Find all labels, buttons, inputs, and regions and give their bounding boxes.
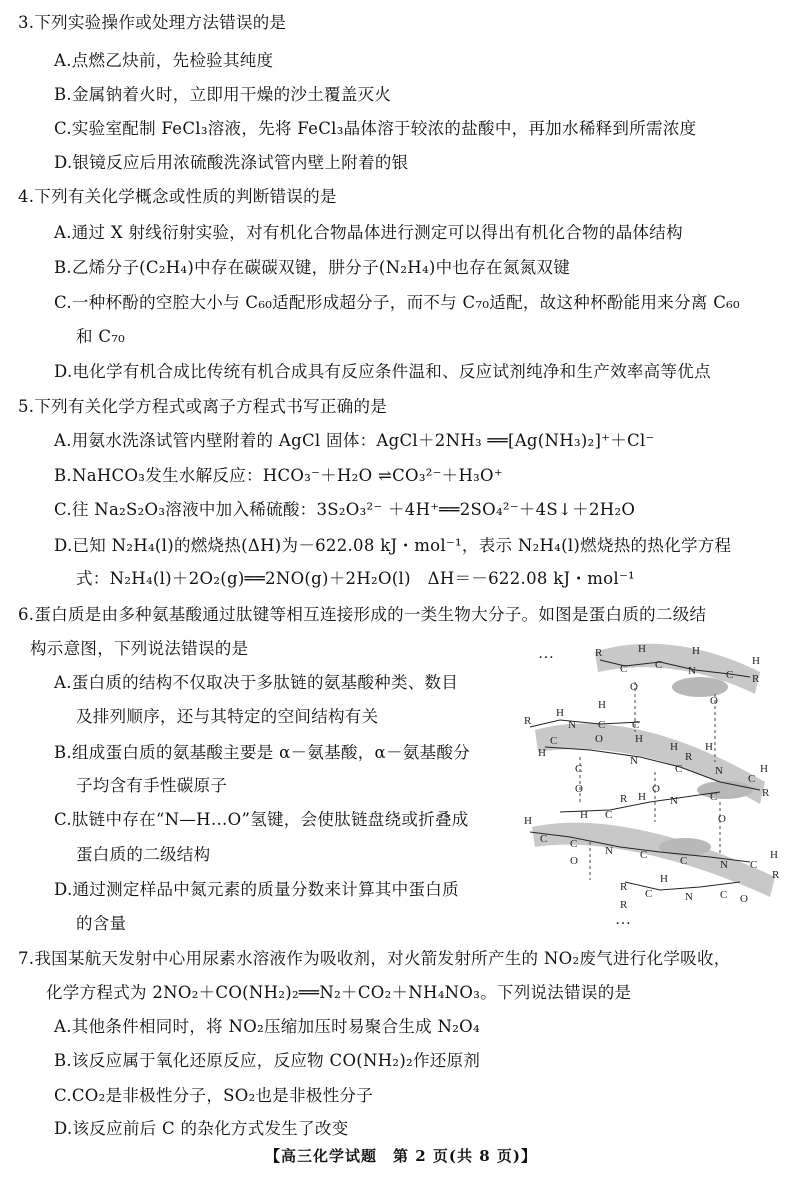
- q5-option-c: C.往 Na₂S₂O₃溶液中加入稀硫酸：3S₂O₃²⁻ ＋4H⁺══2SO₄²⁻＋4S↓＋2H₂O: [54, 500, 636, 519]
- svg-text:N: N: [605, 845, 613, 857]
- protein-helix-figure: [520, 632, 790, 932]
- svg-text:R: R: [524, 715, 532, 727]
- q5-option-d-cont: 式：N₂H₄(l)＋2O₂(g)══2NO(g)＋2H₂O(l) ΔH＝－622.08 kJ・mol⁻¹: [76, 569, 635, 588]
- svg-text:H: H: [670, 741, 678, 753]
- svg-text:R: R: [620, 793, 628, 805]
- q7-option-b: B.该反应属于氧化还原反应，反应物 CO(NH₂)₂作还原剂: [54, 1051, 481, 1070]
- svg-text:N: N: [630, 755, 638, 767]
- q7-stem: 7.我国某航天发射中心用尿素水溶液作为吸收剂，对火箭发射所产生的 NO₂废气进行化学吸收，: [18, 949, 731, 968]
- svg-text:H: H: [598, 699, 606, 711]
- svg-text:H: H: [635, 733, 643, 745]
- q6-option-c: C.肽链中存在“N—H…O”氢键，会使肽链盘绕或折叠成: [54, 810, 469, 829]
- q4-option-c-cont: 和 C₇₀: [76, 327, 126, 346]
- svg-text:H: H: [538, 747, 546, 759]
- svg-text:N: N: [720, 859, 728, 871]
- q3-option-b: B.金属钠着火时，立即用干燥的沙土覆盖灭火: [54, 85, 392, 104]
- svg-text:R: R: [685, 751, 693, 763]
- svg-text:O: O: [570, 855, 578, 867]
- q6-option-d-cont: 的含量: [76, 914, 127, 933]
- svg-text:R: R: [620, 899, 628, 911]
- q3-stem: 3.下列实验操作或处理方法错误的是: [18, 13, 287, 32]
- svg-text:C: C: [540, 833, 548, 845]
- q4-option-c: C.一种杯酚的空腔大小与 C₆₀适配形成超分子，而不与 C₇₀适配，故这种杯酚能用来分离 C₆₀: [54, 293, 740, 312]
- svg-text:H: H: [556, 707, 564, 719]
- svg-text:N: N: [670, 795, 678, 807]
- svg-text:C: C: [675, 763, 683, 775]
- q3-option-c: C.实验室配制 FeCl₃溶液，先将 FeCl₃晶体溶于较浓的盐酸中，再加水稀释到所需浓度: [54, 119, 697, 138]
- q5-option-a: A.用氨水洗涤试管内壁附着的 AgCl 固体：AgCl＋2NH₃ ══[Ag(NH₃)₂]⁺＋Cl⁻: [54, 431, 655, 450]
- q6-option-d: D.通过测定样品中氮元素的质量分数来计算其中蛋白质: [54, 880, 459, 899]
- svg-text:O: O: [630, 681, 638, 693]
- svg-text:C: C: [570, 838, 578, 850]
- ribbon-shade-1: [672, 677, 728, 697]
- q6-stem: 6.蛋白质是由多种氨基酸通过肽键等相互连接形成的一类生物大分子。如图是蛋白质的二级结: [18, 605, 707, 624]
- svg-text:H: H: [660, 873, 668, 885]
- q6-option-a: A.蛋白质的结构不仅取决于多肽链的氨基酸种类、数目: [54, 673, 459, 692]
- svg-text:C: C: [640, 849, 648, 861]
- q3-option-d: D.银镜反应后用浓硫酸洗涤试管内壁上附着的银: [54, 153, 409, 172]
- svg-text:H: H: [752, 655, 760, 667]
- svg-text:H: H: [638, 643, 646, 655]
- svg-text:O: O: [740, 893, 748, 905]
- svg-text:C: C: [645, 888, 653, 900]
- svg-text:N: N: [715, 765, 723, 777]
- svg-text:O: O: [710, 695, 718, 707]
- svg-text:H: H: [760, 763, 768, 775]
- svg-text:C: C: [575, 763, 583, 775]
- q5-option-b: B.NaHCO₃发生水解反应：HCO₃⁻＋H₂O ⇌CO₃²⁻＋H₃O⁺: [54, 466, 503, 485]
- q7-option-c: C.CO₂是非极性分子，SO₂也是非极性分子: [54, 1086, 374, 1105]
- page-footer: 【高三化学试题 第 2 页(共 8 页)】: [265, 1147, 537, 1165]
- svg-text:H: H: [770, 849, 778, 861]
- q4-option-a: A.通过 X 射线衍射实验，对有机化合物晶体进行测定可以得出有机化合物的晶体结构: [54, 223, 683, 242]
- svg-text:C: C: [680, 855, 688, 867]
- q7-option-d: D.该反应前后 C 的杂化方式发生了改变: [54, 1119, 349, 1138]
- q5-option-d: D.已知 N₂H₄(l)的燃烧热(ΔH)为－622.08 kJ・mol⁻¹，表示 N₂H₄(l)燃烧热的热化学方程: [54, 536, 732, 555]
- svg-text:C: C: [620, 663, 628, 675]
- svg-text:O: O: [718, 813, 726, 825]
- svg-text:N: N: [568, 719, 576, 731]
- svg-text:R: R: [762, 787, 770, 799]
- svg-text:H: H: [524, 815, 532, 827]
- q4-stem: 4.下列有关化学概念或性质的判断错误的是: [18, 187, 337, 206]
- svg-text:C: C: [710, 791, 718, 803]
- ribbon-shade-2: [697, 781, 753, 799]
- svg-text:H: H: [580, 809, 588, 821]
- chain-ellipsis-top: …: [538, 645, 554, 662]
- q4-option-d: D.电化学有机合成比传统有机合成具有反应条件温和、反应试剂纯净和生产效率高等优点: [54, 362, 711, 381]
- svg-text:R: R: [752, 673, 760, 685]
- ribbon-band-3: [532, 823, 775, 897]
- q3-option-a: A.点燃乙炔前，先检验其纯度: [54, 51, 274, 70]
- chain-ellipsis-bottom: …: [615, 911, 631, 928]
- ribbon-shade-3: [659, 838, 711, 856]
- svg-text:C: C: [726, 669, 734, 681]
- svg-text:R: R: [772, 869, 780, 881]
- svg-text:C: C: [655, 659, 663, 671]
- svg-text:O: O: [595, 733, 603, 745]
- svg-text:R: R: [620, 881, 628, 893]
- svg-text:C: C: [550, 735, 558, 747]
- svg-text:H: H: [692, 645, 700, 657]
- q6-option-b-cont: 子均含有手性碳原子: [76, 776, 228, 795]
- svg-text:O: O: [575, 783, 583, 795]
- svg-text:C: C: [605, 809, 613, 821]
- q5-stem: 5.下列有关化学方程式或离子方程式书写正确的是: [18, 397, 388, 416]
- svg-text:C: C: [750, 859, 758, 871]
- svg-text:C: C: [720, 889, 728, 901]
- svg-text:C: C: [748, 773, 756, 785]
- q6-option-a-cont: 及排列顺序，还与其特定的空间结构有关: [76, 707, 379, 726]
- q7-stem-cont: 化学方程式为 2NO₂＋CO(NH₂)₂══N₂＋CO₂＋NH₄NO₃。下列说法错误的是: [46, 983, 632, 1002]
- svg-text:C: C: [632, 719, 640, 731]
- svg-text:R: R: [595, 647, 603, 659]
- svg-text:H: H: [638, 791, 646, 803]
- q7-option-a: A.其他条件相同时，将 NO₂压缩加压时易聚合生成 N₂O₄: [54, 1017, 480, 1036]
- svg-text:O: O: [652, 783, 660, 795]
- q4-option-b: B.乙烯分子(C₂H₄)中存在碳碳双键，肼分子(N₂H₄)中也存在氮氮双键: [54, 258, 571, 277]
- svg-text:H: H: [705, 741, 713, 753]
- svg-text:C: C: [598, 719, 606, 731]
- svg-text:N: N: [685, 891, 693, 903]
- q6-stem-cont: 构示意图，下列说法错误的是: [30, 639, 249, 658]
- q6-option-b: B.组成蛋白质的氨基酸主要是 α－氨基酸，α－氨基酸分: [54, 743, 470, 762]
- q6-option-c-cont: 蛋白质的二级结构: [76, 845, 211, 864]
- svg-text:N: N: [688, 665, 696, 677]
